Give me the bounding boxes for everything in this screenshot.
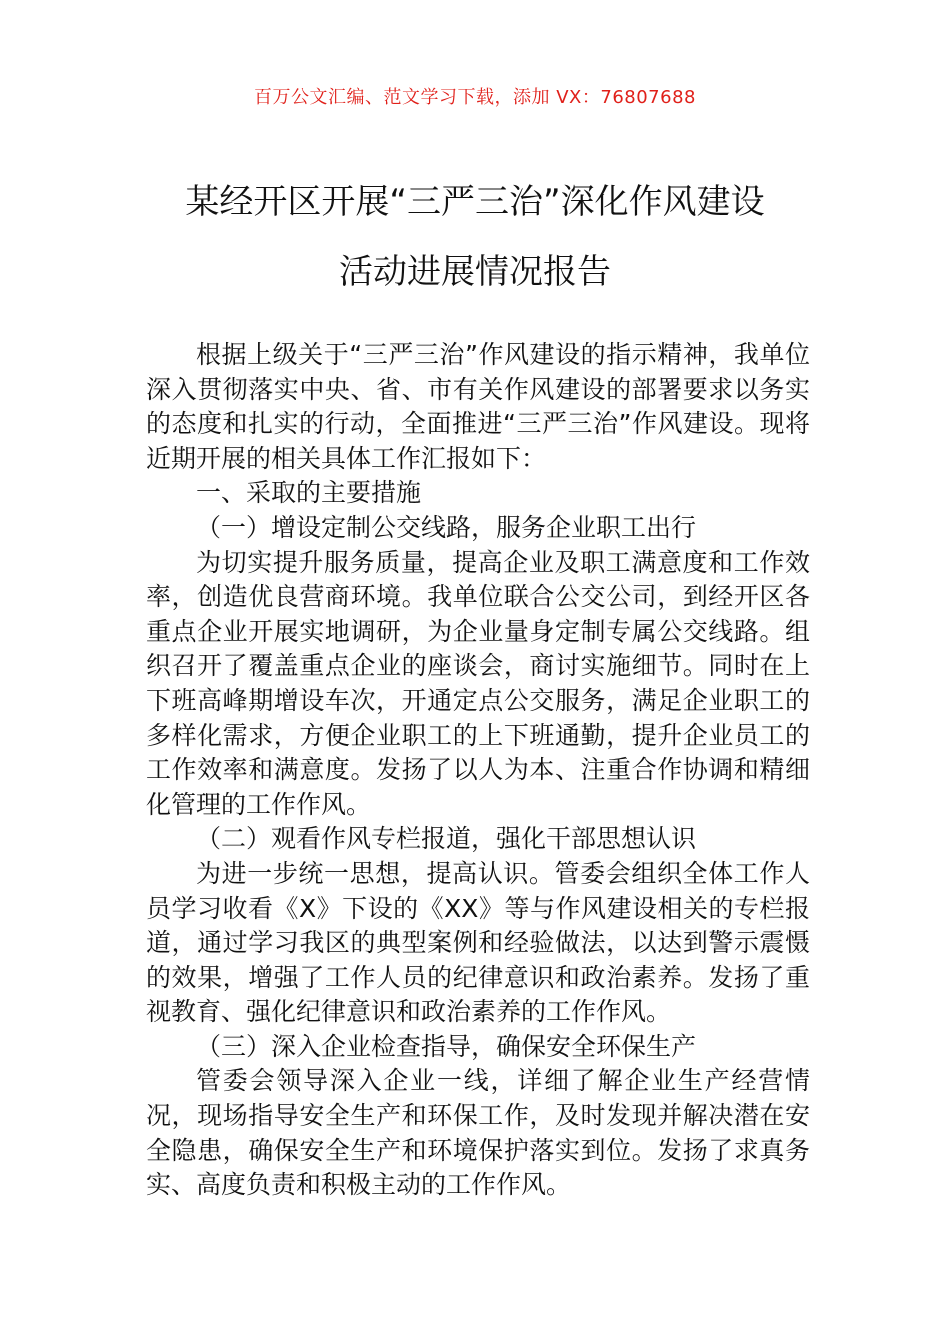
watermark-banner: 百万公文汇编、范文学习下载，添加 VX：76807688 — [254, 87, 696, 108]
subsection-heading-3: （三）深入企业检查指导，确保安全环保生产 — [196, 1031, 697, 1061]
subsection-heading-1: （一）增设定制公交线路，服务企业职工出行 — [196, 512, 697, 542]
subsection-heading-2: （二）观看作风专栏报道，强化干部思想认识 — [196, 824, 697, 854]
intro-paragraph: 根据上级关于“三严三治”作风建设的指示精神，我单位深入贯彻落实中央、省、市有关作风建设的部署要求以务实的态度和扎实的行动，全面推进“三严三治”作风建设。现将近期开展的相关具体工作汇报如下： — [146, 340, 810, 473]
subsection-paragraph-2: 为进一步统一思想，提高认识。管委会组织全体工作人员学习收看《X》下设的《XX》等与作风建设相关的专栏报道，通过学习我区的典型案例和经验做法，以达到警示震慑的效果，增强了工作人员的纪律意识和政治素养。发扬了重视教育、强化纪律意识和政治素养的工作作风。 — [146, 858, 810, 1027]
section-heading-1: 一、采取的主要措施 — [196, 478, 422, 508]
subsection-paragraph-1: 为切实提升服务质量，提高企业及职工满意度和工作效率，创造优良营商环境。我单位联合公交公司，到经开区各重点企业开展实地调研，为企业量身定制专属公交线路。组织召开了覆盖重点企业的座谈会，商讨实施细节。同时在上下班高峰期增设车次，开通定点公交服务，满足企业职工的多样化需求，方便企业职工的上下班通勤，提升企业员工的工作效率和满意度。发扬了以人为本、注重合作协调和精细化管理的工作作风。 — [146, 547, 810, 819]
subsection-paragraph-3: 管委会领导深入企业一线，详细了解企业生产经营情况，现场指导安全生产和环保工作，及时发现并解决潜在安全隐患，确保安全生产和环境保护落实到位。发扬了求真务实、高度负责和积极主动的工作作风。 — [146, 1066, 810, 1200]
report-title-line-2: 活动进展情况报告 — [339, 252, 611, 292]
report-body — [146, 338, 810, 1203]
report-title-line-1: 某经开区开展“三严三治”深化作风建设 — [185, 182, 765, 222]
